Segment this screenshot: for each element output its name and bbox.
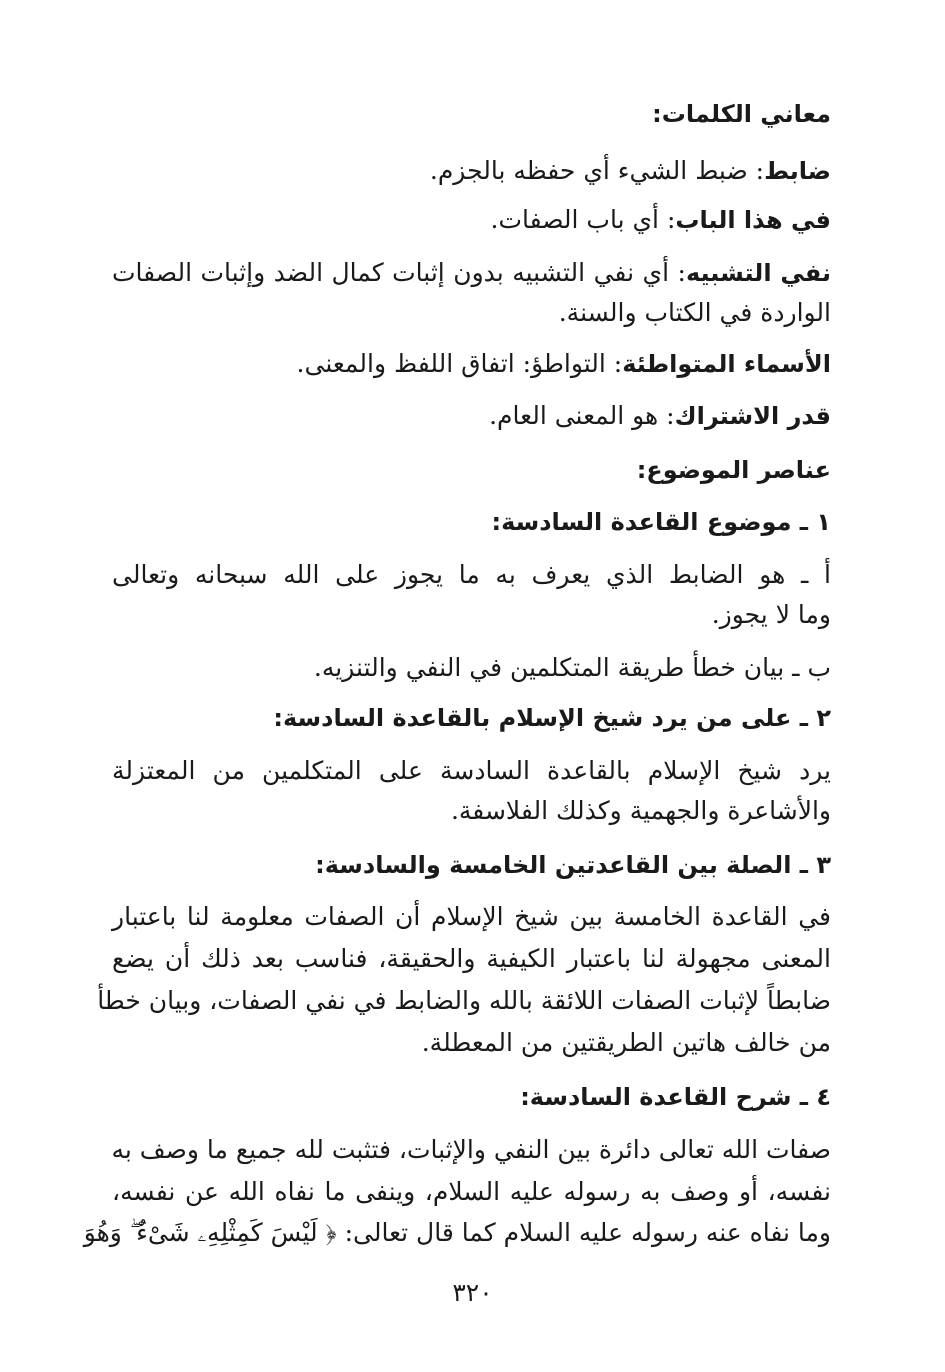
term: في هذا الباب xyxy=(675,206,831,234)
text-line: ب ـ بيان خطأ طريقة المتكلمين في النفي والتنزيه. xyxy=(313,653,831,682)
term: ضابط xyxy=(764,157,831,185)
text-line: وما نفاه عنه رسوله عليه السلام كما قال تعالى: ﴿ لَيْسَ كَمِثْلِهِۦ شَىْءٌ ۖ وَهُوَ xyxy=(83,1218,831,1247)
heading-topic-elements: عناصر الموضوع: xyxy=(636,456,831,484)
text-line: من خالف هاتين الطريقتين من المعطلة. xyxy=(421,1028,831,1057)
section-heading-3: ٣ ـ الصلة بين القاعدتين الخامسة والسادسة: xyxy=(315,851,831,879)
heading-word-meanings: معاني الكلمات: xyxy=(652,100,831,128)
section-heading-4: ٤ ـ شرح القاعدة السادسة: xyxy=(520,1083,831,1111)
definition-text: : التواطؤ: اتفاق اللفظ والمعنى. xyxy=(296,349,623,378)
text-line: وما لا يجوز. xyxy=(711,600,831,629)
text-line: الواردة في الكتاب والسنة. xyxy=(558,298,831,327)
text-line: يرد شيخ الإسلام بالقاعدة السادسة على المتكلمين من المعتزلة xyxy=(112,756,831,785)
definition-text: : ضبط الشيء أي حفظه بالجزم. xyxy=(429,156,765,185)
text-line: والأشاعرة والجهمية وكذلك الفلاسفة. xyxy=(450,796,831,825)
text-line: أ ـ هو الضابط الذي يعرف به ما يجوز على الله سبحانه وتعالى xyxy=(112,560,831,589)
term: الأسماء المتواطئة xyxy=(622,350,831,378)
definition-line xyxy=(112,200,831,240)
definition-line xyxy=(112,396,831,436)
text-line: المعنى مجهولة لنا باعتبار الكيفية والحقيقة، فناسب بعد ذلك أن يضع xyxy=(112,944,831,973)
section-heading-1: ١ ـ موضوع القاعدة السادسة: xyxy=(491,508,831,536)
text-line: في القاعدة الخامسة بين شيخ الإسلام أن الصفات معلومة لنا باعتبار xyxy=(112,902,831,931)
definition-text: : أي باب الصفات. xyxy=(490,205,676,234)
definition-line xyxy=(112,253,831,293)
text-line: صفات الله تعالى دائرة بين النفي والإثبات، فتثبت لله جميع ما وصف به xyxy=(111,1135,831,1164)
definition-text: : أي نفي التشبيه بدون إثبات كمال الضد وإثبات الصفات xyxy=(112,258,686,287)
definition-line xyxy=(112,151,831,191)
term: قدر الاشتراك xyxy=(674,402,831,430)
text-line: نفسه، أو وصف به رسوله عليه السلام، وينفى ما نفاه الله عن نفسه، xyxy=(112,1177,831,1206)
page-number: ٣٢٠ xyxy=(452,1278,493,1307)
text-line: ضابطاً لإثبات الصفات اللائقة بالله والضابط في نفي الصفات، وبيان خطأ xyxy=(97,986,831,1015)
definition-line xyxy=(112,344,831,384)
term: نفي التشبيه xyxy=(685,259,831,287)
definition-text: : هو المعنى العام. xyxy=(489,401,675,430)
section-heading-2: ٢ ـ على من يرد شيخ الإسلام بالقاعدة السادسة: xyxy=(273,704,831,732)
